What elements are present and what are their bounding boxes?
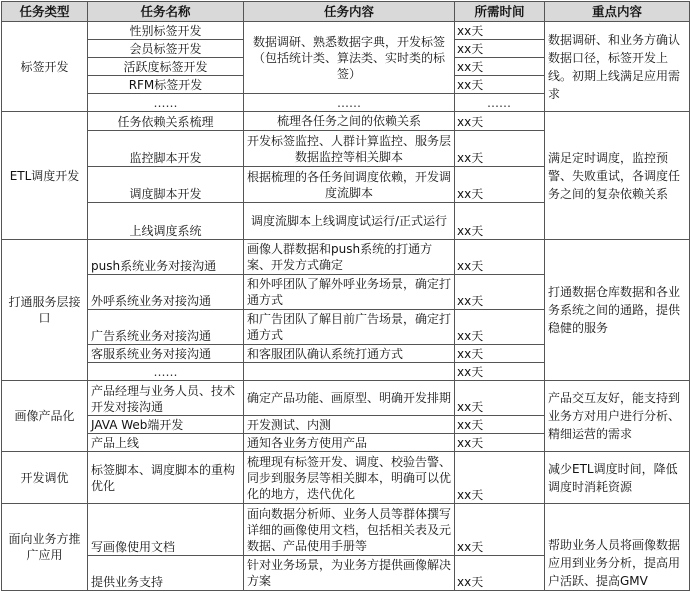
task-content-cell: 开发标签监控、人群计算监控、服务层数据监控等相关脚本 <box>244 131 455 167</box>
time-cell: xx天 <box>455 381 545 416</box>
time-cell: xx天 <box>455 310 545 345</box>
task-name-cell: push系统业务对接沟通 <box>88 240 244 275</box>
task-content-cell: 和客服团队确认系统打通方式 <box>244 345 455 363</box>
key-points-cell: 满足定时调度，监控预警、失败重试，各调度任务之间的复杂依赖关系 <box>545 112 690 240</box>
task-name-cell: 任务依赖关系梳理 <box>88 112 244 131</box>
time-cell: xx天 <box>455 452 545 504</box>
table-row <box>2 381 690 416</box>
task-name-cell: 提供业务支持 <box>88 556 244 591</box>
key-points-cell: 数据调研、和业务方确认数据口径，标签开发上线。初期上线满足应用需求 <box>545 22 690 112</box>
task-name-cell: 广告系统业务对接沟通 <box>88 310 244 345</box>
task-plan-table <box>1 1 690 591</box>
task-name-cell: RFM标签开发 <box>88 76 244 94</box>
table-row <box>2 452 690 504</box>
table-row <box>2 240 690 275</box>
task-name-cell: 产品上线 <box>88 434 244 452</box>
table-row <box>2 504 690 556</box>
category-cell: 标签开发 <box>2 22 88 112</box>
task-name-cell: 客服系统业务对接沟通 <box>88 345 244 363</box>
task-content-cell: 梳理现有标签开发、调度、校验告警、同步到服务层等相关脚本，明确可以优化的地方，迭代优化 <box>244 452 455 504</box>
task-content-cell: 画像人群数据和push系统的打通方案、开发方式确定 <box>244 240 455 275</box>
key-points-cell: 减少ETL调度时间，降低调度时消耗资源 <box>545 452 690 504</box>
header-task-name: 任务名称 <box>88 2 244 22</box>
task-content-cell: 梳理各任务之间的依赖关系 <box>244 112 455 131</box>
time-cell: xx天 <box>455 76 545 94</box>
task-content-cell: 和外呼团队了解外呼业务场景，确定打通方式 <box>244 275 455 310</box>
time-cell: xx天 <box>455 22 545 40</box>
task-name-cell: 上线调度系统 <box>88 203 244 240</box>
task-content-cell: 根据梳理的各任务间调度依赖，开发调度流脚本 <box>244 167 455 203</box>
header-time: 所需时间 <box>455 2 545 22</box>
task-content-cell: 面向数据分析师、业务人员等群体撰写详细的画像使用文档，包括相关表及元数据、产品使用手册等 <box>244 504 455 556</box>
task-name-cell: 产品经理与业务人员、技术开发对接沟通 <box>88 381 244 416</box>
time-cell: xx天 <box>455 240 545 275</box>
task-content-cell: 数据调研、熟悉数据字典，开发标签（包括统计类、算法类、实时类的标签） <box>244 22 455 94</box>
task-content-cell: 针对业务场景，为业务方提供画像解决方案 <box>244 556 455 591</box>
time-cell: xx天 <box>455 363 545 381</box>
time-cell: xx天 <box>455 167 545 203</box>
time-cell: xx天 <box>455 504 545 556</box>
category-cell: 打通服务层接口 <box>2 240 88 381</box>
task-name-cell: 调度脚本开发 <box>88 167 244 203</box>
task-name-cell: 外呼系统业务对接沟通 <box>88 275 244 310</box>
category-cell: 面向业务方推广应用 <box>2 504 88 591</box>
time-cell: xx天 <box>455 275 545 310</box>
task-name-cell: …… <box>88 363 244 381</box>
task-name-cell: JAVA Web端开发 <box>88 416 244 434</box>
task-content-cell: 通知各业务方使用产品 <box>244 434 455 452</box>
category-cell: 开发调优 <box>2 452 88 504</box>
task-name-cell: 标签脚本、调度脚本的重构优化 <box>88 452 244 504</box>
task-content-cell: 确定产品功能、画原型、明确开发排期 <box>244 381 455 416</box>
category-cell: 画像产品化 <box>2 381 88 452</box>
task-name-cell: …… <box>88 94 244 112</box>
task-content-cell: 开发测试、内测 <box>244 416 455 434</box>
time-cell: xx天 <box>455 556 545 591</box>
header-row <box>2 2 690 22</box>
task-name-cell: 性别标签开发 <box>88 22 244 40</box>
time-cell: xx天 <box>455 203 545 240</box>
header-task-type: 任务类型 <box>2 2 88 22</box>
time-cell: xx天 <box>455 131 545 167</box>
task-name-cell: 写画像使用文档 <box>88 504 244 556</box>
task-name-cell: 监控脚本开发 <box>88 131 244 167</box>
time-cell: xx天 <box>455 58 545 76</box>
key-points-cell: 帮助业务人员将画像数据应用到业务分析，提高用户活跃、提高GMV <box>545 504 690 591</box>
key-points-cell: 打通数据仓库数据和各业务系统之间的通路，提供稳健的服务 <box>545 240 690 381</box>
key-points-cell: 产品交互友好，能支持到业务方对用户进行分析、精细运营的需求 <box>545 381 690 452</box>
task-name-cell: 活跃度标签开发 <box>88 58 244 76</box>
table-row <box>2 22 690 40</box>
time-cell: xx天 <box>455 40 545 58</box>
task-content-cell <box>244 363 455 381</box>
time-cell: xx天 <box>455 434 545 452</box>
task-content-cell: …… <box>244 94 455 112</box>
table-row <box>2 112 690 131</box>
header-key-points: 重点内容 <box>545 2 690 22</box>
header-task-content: 任务内容 <box>244 2 455 22</box>
category-cell: ETL调度开发 <box>2 112 88 240</box>
task-name-cell: 会员标签开发 <box>88 40 244 58</box>
time-cell: xx天 <box>455 345 545 363</box>
time-cell: xx天 <box>455 112 545 131</box>
time-cell: …… <box>455 94 545 112</box>
task-content-cell: 调度流脚本上线调度试运行/正式运行 <box>244 203 455 240</box>
time-cell: xx天 <box>455 416 545 434</box>
task-content-cell: 和广告团队了解目前广告场景，确定打通方式 <box>244 310 455 345</box>
